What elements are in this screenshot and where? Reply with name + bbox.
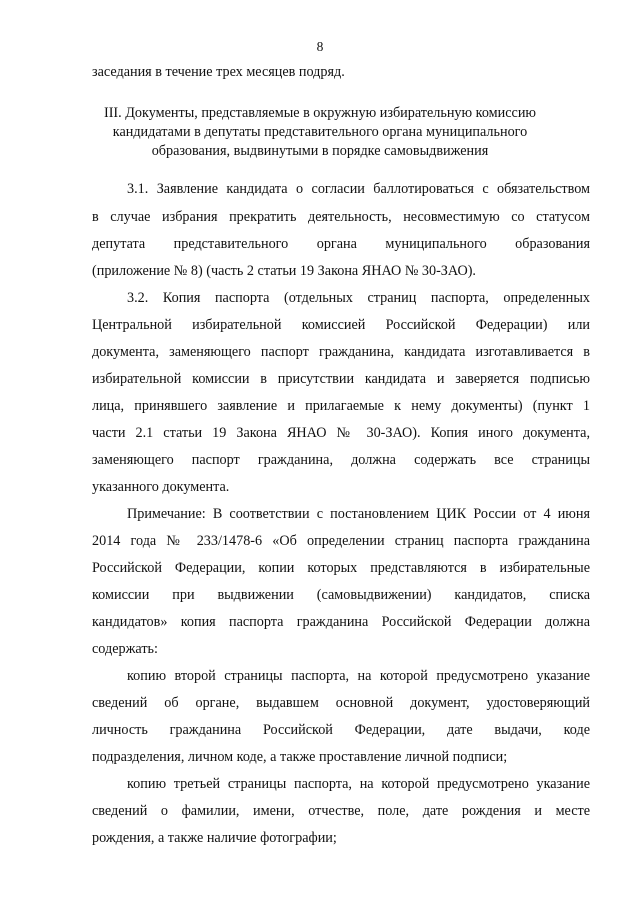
note-line: Российской Федерации, копии которых представляются в избирательные <box>92 560 590 576</box>
list-item-line: копию третьей страницы паспорта, на которой предусмотрено указание <box>127 776 590 792</box>
note-line: кандидатов» копия паспорта гражданина Российской Федерации должна <box>92 614 590 630</box>
paragraph-line: избирательной комиссии в присутствии кандидата и заверяется подписью <box>92 371 590 387</box>
paragraph-line: заменяющего паспорт гражданина, должна содержать все страницы <box>92 452 590 468</box>
paragraph-line: документа, заменяющего паспорт гражданина, кандидата изготавливается в <box>92 344 590 360</box>
page-number: 8 <box>316 39 324 54</box>
list-item-line: подразделения, личном коде, а также проставление личной подписи; <box>92 749 508 765</box>
paragraph-line: (приложение № 8) (часть 2 статьи 19 Закона ЯНАО № 30-ЗАО). <box>92 263 476 279</box>
note-line: 2014 года № 233/1478-6 «Об определении страниц паспорта гражданина <box>92 533 590 549</box>
paragraph-line: Центральной избирательной комиссией Российской Федерации) или <box>92 317 590 333</box>
paragraph-line: 3.1. Заявление кандидата о согласии баллотироваться с обязательством <box>127 181 590 197</box>
paragraph-line: депутата представительного органа муниципального образования <box>92 236 590 252</box>
paragraph-line: 3.2. Копия паспорта (отдельных страниц паспорта, определенных <box>127 290 590 306</box>
section-heading-line: образования, выдвинутыми в порядке самовыдвижения <box>151 143 489 159</box>
section-heading-line: III. Документы, представляемые в окружную избирательную комиссию <box>103 105 537 121</box>
note-line: Примечание: В соответствии с постановлением ЦИК России от 4 июня <box>127 506 590 522</box>
text-line: заседания в течение трех месяцев подряд. <box>92 64 345 80</box>
list-item-line: копию второй страницы паспорта, на которой предусмотрено указание <box>127 668 590 684</box>
note-line: комиссии при выдвижении (самовыдвижении) кандидатов, списка <box>92 587 590 603</box>
paragraph-line: части 2.1 статьи 19 Закона ЯНАО № 30-ЗАО). Копия иного документа, <box>92 425 590 441</box>
list-item-line: сведений об органе, выдавшем основной документ, удостоверяющий <box>92 695 590 711</box>
note-line: содержать: <box>92 641 158 657</box>
list-item-line: личность гражданина Российской Федерации, дате выдачи, коде <box>92 722 590 738</box>
section-heading-line: кандидатами в депутаты представительного органа муниципального <box>112 124 528 140</box>
list-item-line: сведений о фамилии, имени, отчестве, поле, дате рождения и месте <box>92 803 590 819</box>
paragraph-line: указанного документа. <box>92 479 230 495</box>
paragraph-line: лица, принявшего заявление и прилагаемые к нему документы) (пункт 1 <box>92 398 590 414</box>
paragraph-line: в случае избрания прекратить деятельность, несовместимую со статусом <box>92 209 590 225</box>
list-item-line: рождения, а также наличие фотографии; <box>92 830 337 846</box>
